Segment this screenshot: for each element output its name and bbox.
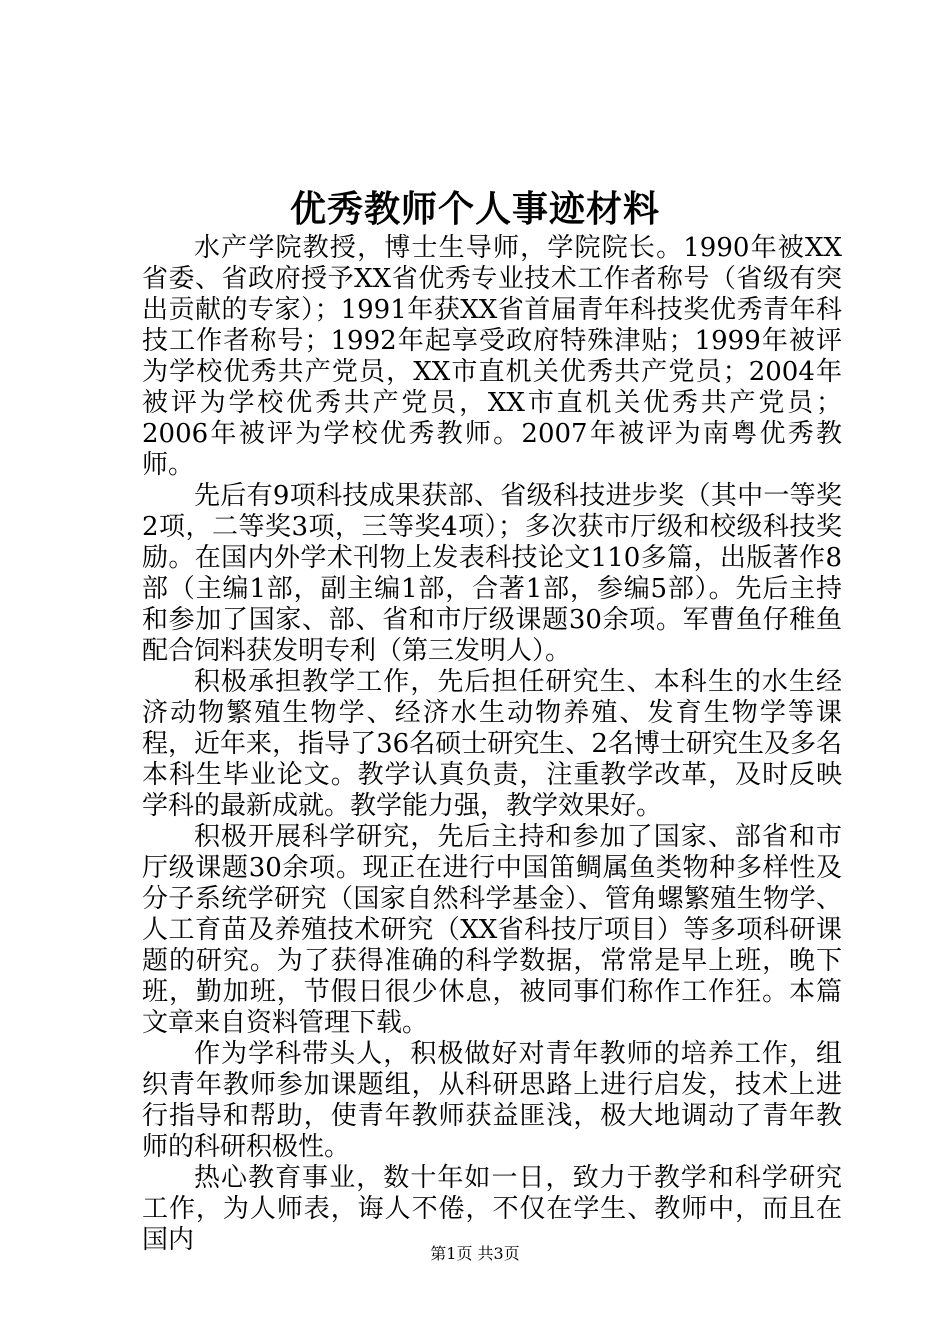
paragraph: 积极承担教学工作，先后担任研究生、本科生的水生经济动物繁殖生物学、经济水生动物养殖、发育生物学等课程，近年来，指导了36名硕士研究生、2名博士研究生及多名本科生毕业论文。教学认真负责，注重教学改革，及时反映学科的最新成就。教学能力强，教学效果好。	[142, 667, 842, 821]
paragraph: 热心教育事业，数十年如一日，致力于教学和科学研究工作，为人师表，诲人不倦，不仅在学生、教师中，而且在国内	[142, 1163, 842, 1255]
paragraph: 作为学科带头人，积极做好对青年教师的培养工作，组织青年教师参加课题组，从科研思路上进行启发，技术上进行指导和帮助，使青年教师获益匪浅，极大地调动了青年教师的科研积极性。	[142, 1039, 842, 1162]
document-body	[142, 233, 842, 1256]
document-title: 优秀教师个人事迹材料	[289, 188, 660, 230]
page-number-footer: 第1页 共3页	[430, 1244, 520, 1263]
paragraph: 先后有9项科技成果获部、省级科技进步奖（其中一等奖2项，二等奖3项，三等奖4项）；多次获市厅级和校级科技奖励。在国内外学术刊物上发表科技论文110多篇，出版著作8部（主编1部，副主编1部，合著1部，参编5部）。先后主持和参加了国家、部、省和市厅级课题30余项。军曹鱼仔稚鱼配合饲料获发明专利（第三发明人）。	[142, 481, 842, 666]
paragraph: 积极开展科学研究，先后主持和参加了国家、部省和市厅级课题30余项。现正在进行中国笛鲷属鱼类物种多样性及分子系统学研究（国家自然科学基金）、管角螺繁殖生物学、人工育苗及养殖技术研究（XX省科技厅项目）等多项科研课题的研究。为了获得准确的科学数据，常常是早上班，晚下班，勤加班，节假日很少休息，被同事们称作工作狂。本篇文章来自资料管理下载。	[142, 822, 842, 1038]
paragraph: 水产学院教授，博士生导师，学院院长。1990年被XX省委、省政府授予XX省优秀专业技术工作者称号（省级有突出贡献的专家）；1991年获XX省首届青年科技奖优秀青年科技工作者称号；1992年起享受政府特殊津贴；1999年被评为学校优秀共产党员，XX市直机关优秀共产党员；2004年被评为学校优秀共产党员，XX市直机关优秀共产党员；2006年被评为学校优秀教师。2007年被评为南粤优秀教师。	[142, 233, 842, 480]
